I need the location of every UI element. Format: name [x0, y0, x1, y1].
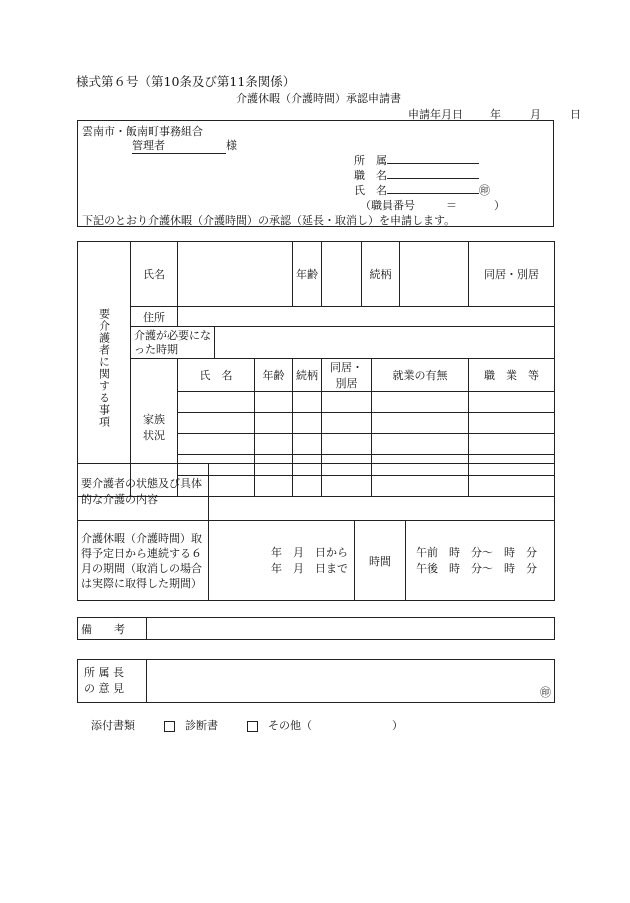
family-name-cell[interactable] [178, 413, 255, 434]
organization-name: 雲南市・飯南町事務組合 [82, 125, 203, 138]
care-details-table [77, 463, 555, 601]
date-label: 申請年月日 [408, 108, 463, 121]
name-label: 氏 名 [354, 184, 387, 197]
time-am: 午前 時 分～ 時 分 [416, 545, 537, 559]
affiliation-field[interactable] [387, 152, 479, 164]
other-option: その他（ [268, 719, 312, 732]
family-living-cell[interactable] [322, 392, 372, 413]
supervisor-label: 所 属 長 の 意 見 [78, 660, 147, 703]
care-recipient-table [77, 241, 555, 497]
manager-line [132, 137, 237, 154]
supervisor-opinion-field[interactable] [147, 660, 555, 703]
applicant-name-field[interactable] [387, 182, 479, 194]
care-recipient-section-label [78, 242, 131, 497]
family-header-relation: 続柄 [293, 359, 322, 392]
staff-number-close: ） [494, 199, 505, 212]
family-header-employment: 就業の有無 [372, 359, 469, 392]
diagnosis-option: 診断書 [185, 719, 218, 732]
age-header: 年齢 [293, 242, 322, 307]
date-day: 日 [570, 108, 581, 121]
address-header: 住所 [131, 307, 178, 327]
family-employment-cell[interactable] [372, 413, 469, 434]
period-to: 年 月 日まで [271, 561, 348, 575]
other-close: ） [392, 719, 403, 732]
other-checkbox[interactable] [247, 721, 258, 732]
family-status-text: 家族状況 [143, 412, 165, 442]
date-month: 月 [530, 108, 541, 121]
period-label: 介護休暇（介護時間）取得予定日から連続する６月の期間（取消しの場合は実際に取得した期間） [78, 521, 209, 601]
family-employment-cell[interactable] [372, 392, 469, 413]
affiliation-label: 所 属 [354, 154, 387, 167]
name-row [354, 182, 490, 198]
applicant-block [77, 120, 554, 227]
need-time-header: 介護が必要になった時期 [131, 327, 215, 359]
family-header-name: 氏 名 [178, 359, 255, 392]
family-relation-cell[interactable] [293, 413, 322, 434]
attachments-label: 添付書類 [91, 719, 135, 732]
date-year: 年 [490, 108, 501, 121]
family-age-cell[interactable] [255, 434, 293, 455]
name-header: 氏名 [131, 242, 178, 307]
family-age-cell[interactable] [255, 392, 293, 413]
family-occupation-cell[interactable] [469, 413, 555, 434]
remarks-label: 備 考 [78, 618, 147, 640]
supervisor-table [77, 659, 555, 703]
remarks-table [77, 617, 555, 640]
period-from: 年 月 日から [271, 545, 348, 559]
family-living-cell[interactable] [322, 413, 372, 434]
recipient-relation-field[interactable] [400, 242, 469, 307]
recipient-address-field[interactable] [178, 307, 555, 327]
manager-label: 管理者 [132, 137, 226, 154]
condition-field[interactable] [209, 464, 555, 521]
family-living-cell[interactable] [322, 434, 372, 455]
supervisor-seal: ㊞ [540, 686, 551, 699]
family-header-occupation: 職 業 等 [469, 359, 555, 392]
family-occupation-cell[interactable] [469, 392, 555, 413]
position-label: 職 名 [354, 169, 387, 182]
family-relation-cell[interactable] [293, 392, 322, 413]
remarks-field[interactable] [147, 618, 555, 640]
diagnosis-checkbox[interactable] [164, 721, 175, 732]
period-dates[interactable] [209, 521, 355, 601]
living-option[interactable]: 同居・別居 [469, 242, 555, 307]
recipient-name-field[interactable] [178, 242, 293, 307]
staff-number-eq: ＝ [446, 199, 457, 212]
family-relation-cell[interactable] [293, 434, 322, 455]
family-header-living: 同居・別居 [322, 359, 372, 392]
honorific: 様 [226, 139, 237, 152]
recipient-age-field[interactable] [322, 242, 362, 307]
relation-header: 続柄 [362, 242, 400, 307]
need-time-field[interactable] [215, 327, 555, 359]
affiliation-row [354, 152, 479, 168]
form-number: 様式第６号（第10条及び第11条関係） [76, 74, 296, 89]
position-field[interactable] [387, 167, 479, 179]
time-range[interactable] [406, 521, 555, 601]
family-name-cell[interactable] [178, 434, 255, 455]
time-label: 時間 [355, 521, 406, 601]
family-age-cell[interactable] [255, 413, 293, 434]
attachments-row [91, 717, 403, 733]
staff-number-row [360, 197, 505, 213]
time-pm: 午後 時 分～ 時 分 [416, 561, 537, 575]
form-title: 介護休暇（介護時間）承認申請書 [236, 92, 401, 105]
seal-mark: ㊞ [479, 184, 490, 197]
family-header-age: 年齢 [255, 359, 293, 392]
section-label-text: 要介護者に関する事項 [97, 307, 111, 428]
family-employment-cell[interactable] [372, 434, 469, 455]
position-row [354, 167, 479, 183]
staff-number-label: （職員番号 [360, 199, 415, 212]
request-text: 下記のとおり介護休暇（介護時間）の承認（延長・取消し）を申請します。 [82, 214, 456, 227]
family-name-cell[interactable] [178, 392, 255, 413]
family-occupation-cell[interactable] [469, 434, 555, 455]
condition-label: 要介護者の状態及び具体的な介護の内容 [78, 464, 209, 521]
